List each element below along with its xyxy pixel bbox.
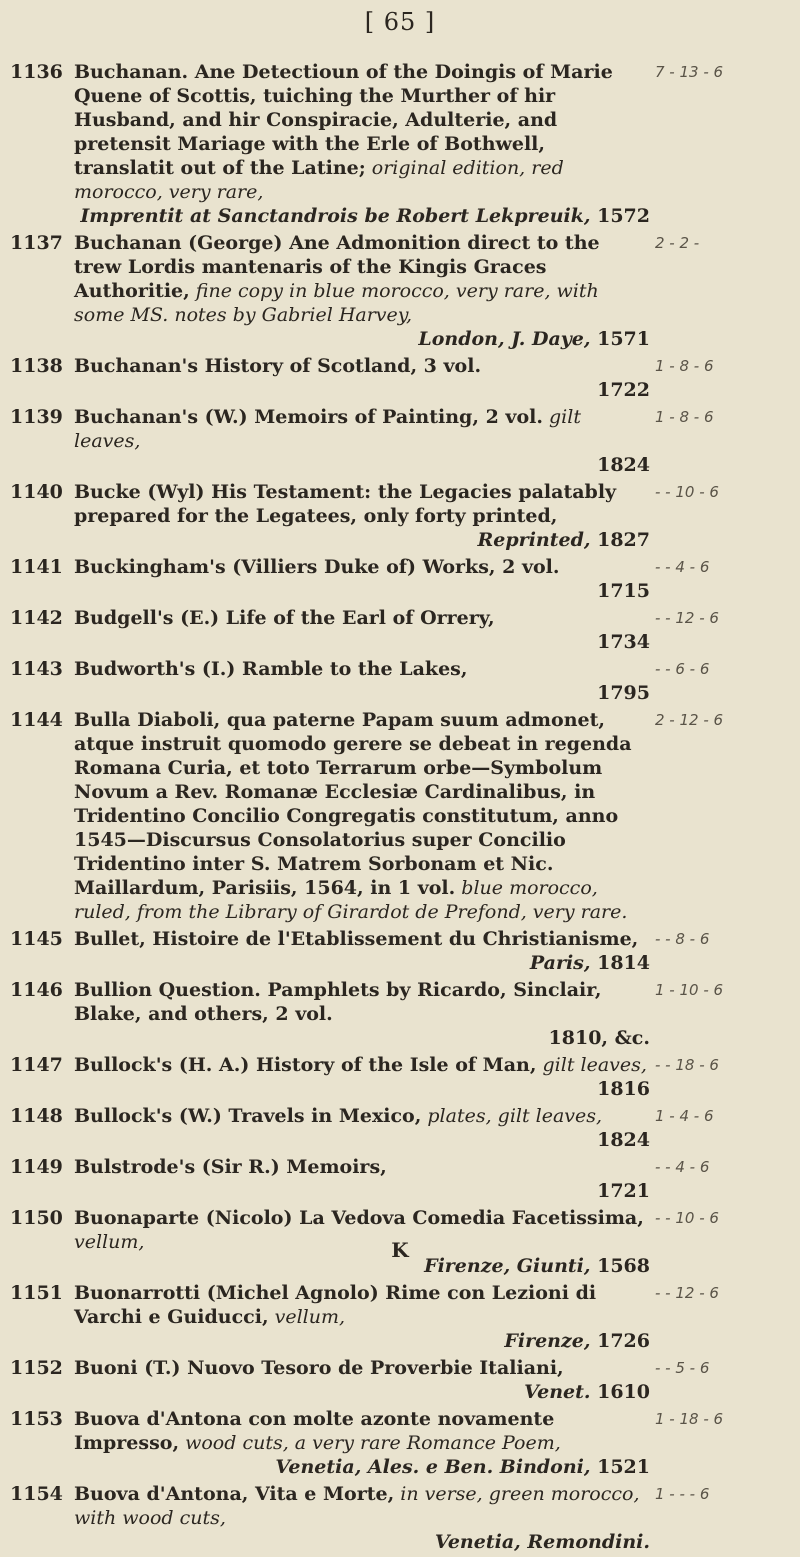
entry-author: Bulla xyxy=(74,709,131,731)
handwritten-price: - - 4 - 6 xyxy=(655,1158,710,1176)
entry-imprint xyxy=(74,1530,650,1554)
entry-author: Budgell's xyxy=(74,607,174,629)
entry-imprint xyxy=(74,453,650,477)
entry-imprint xyxy=(74,1026,650,1050)
entry-note: gilt leaves, xyxy=(74,406,581,452)
imprint-year: 1571 xyxy=(590,328,650,350)
imprint-year: 1521 xyxy=(590,1456,650,1478)
entry-author: Buonaparte xyxy=(74,1207,200,1229)
imprint-place: Paris, xyxy=(529,952,591,974)
entry-author: Buchanan. xyxy=(74,61,189,83)
handwritten-price: 1 - 10 - 6 xyxy=(655,981,724,999)
entry-body xyxy=(74,978,650,1050)
entry-imprint xyxy=(74,378,650,402)
entry-author: Bullet, xyxy=(74,928,146,950)
lot-number: 1149 xyxy=(10,1156,63,1178)
entry-title: (Nicolo) La Vedova Comedia Facetissima, xyxy=(199,1207,644,1229)
imprint-year: 1726 xyxy=(590,1330,650,1352)
entry-author: Bullion xyxy=(74,979,153,1001)
catalogue-entry xyxy=(10,354,650,402)
catalogue-entry xyxy=(10,1155,650,1203)
catalogue-entry xyxy=(10,405,650,477)
entry-author: Bullock's xyxy=(74,1054,173,1076)
catalogue-entry xyxy=(10,1281,650,1353)
entry-body xyxy=(74,927,650,975)
entry-title: (Villiers Duke of) Works, 2 vol. xyxy=(225,556,560,578)
handwritten-price: - - 10 - 6 xyxy=(655,483,719,501)
catalogue-entry xyxy=(10,657,650,705)
imprint-year: 1721 xyxy=(597,1180,650,1202)
entry-imprint xyxy=(74,951,650,975)
entry-note: plates, gilt leaves, xyxy=(421,1105,603,1127)
lot-number: 1138 xyxy=(10,355,63,377)
handwritten-price: 7 - 13 - 6 xyxy=(655,63,724,81)
entry-note: vellum, xyxy=(74,1231,145,1253)
entry-body xyxy=(74,1407,650,1479)
entry-note: in verse, green morocco, with wood cuts, xyxy=(74,1483,640,1529)
entry-title: (Sir R.) Memoirs, xyxy=(195,1156,387,1178)
imprint-year: 1795 xyxy=(597,682,650,704)
catalogue-entry xyxy=(10,231,650,351)
entry-author: Buckingham's xyxy=(74,556,226,578)
entry-author: Buoni xyxy=(74,1357,138,1379)
entry-author: Bulstrode's xyxy=(74,1156,196,1178)
imprint-place: Venet. xyxy=(524,1381,591,1403)
entry-body xyxy=(74,1482,650,1554)
imprint-place: Imprentit at Sanctandrois be Robert Lekpreuik, xyxy=(80,205,591,227)
entry-title: (W.) Memoirs of Painting, 2 vol. xyxy=(198,406,543,428)
entry-body xyxy=(74,606,650,654)
lot-number: 1152 xyxy=(10,1357,63,1379)
entry-body xyxy=(74,555,650,603)
handwritten-price: 1 - 4 - 6 xyxy=(655,1107,714,1125)
entry-imprint xyxy=(74,1329,650,1353)
handwritten-price: 1 - 8 - 6 xyxy=(655,408,714,426)
catalogue-entry xyxy=(10,606,650,654)
entry-body xyxy=(74,657,650,705)
catalogue-entry xyxy=(10,1104,650,1152)
entry-author: Bucke xyxy=(74,481,141,503)
entry-author: Buonarrotti xyxy=(74,1282,201,1304)
entry-author: Buova xyxy=(74,1408,140,1430)
imprint-place: Firenze, xyxy=(504,1330,591,1352)
handwritten-price: 1 - 18 - 6 xyxy=(655,1410,724,1428)
imprint-place: Firenze, Giunti, xyxy=(424,1255,591,1277)
entry-body xyxy=(74,708,650,924)
entry-title: (George) Ane Admonition direct to the trew Lordis mantenaris of the Kingis Graces Authoritie, xyxy=(74,232,600,302)
handwritten-price: 2 - 2 - xyxy=(655,234,700,252)
imprint-year: 1814 xyxy=(590,952,650,974)
entry-body xyxy=(74,480,650,552)
handwritten-price: - - 12 - 6 xyxy=(655,609,719,627)
lot-number: 1137 xyxy=(10,232,63,254)
imprint-year: 1610 xyxy=(590,1381,650,1403)
lot-number: 1144 xyxy=(10,709,63,731)
entry-body xyxy=(74,354,650,402)
entry-body xyxy=(74,60,650,228)
entry-author: Buova xyxy=(74,1483,140,1505)
lot-number: 1153 xyxy=(10,1408,63,1430)
entry-body xyxy=(74,1053,650,1101)
entry-imprint xyxy=(74,1380,650,1404)
signature-mark: K xyxy=(391,1238,409,1262)
entry-title: (I.) Ramble to the Lakes, xyxy=(195,658,468,680)
lot-number: 1139 xyxy=(10,406,63,428)
handwritten-price: - - 18 - 6 xyxy=(655,1056,719,1074)
handwritten-price: 2 - 12 - 6 xyxy=(655,711,724,729)
catalogue-entry xyxy=(10,60,650,228)
entry-title: (E.) Life of the Earl of Orrery, xyxy=(173,607,495,629)
imprint-place: London, J. Daye, xyxy=(418,328,591,350)
entry-author: Buchanan xyxy=(74,232,182,254)
entry-title: (T.) Nuovo Tesoro de Proverbie Italiani, xyxy=(137,1357,564,1379)
entry-note: original edition, red morocco, very rare, xyxy=(74,157,564,203)
entry-title: (Michel Agnolo) Rime con Lezioni di Varchi e Guiducci, xyxy=(74,1282,597,1328)
catalogue-entry xyxy=(10,1053,650,1101)
handwritten-price: 1 - 8 - 6 xyxy=(655,357,714,375)
catalogue-entry xyxy=(10,480,650,552)
entry-title: (W.) Travels in Mexico, xyxy=(172,1105,422,1127)
entry-author: Bullock's xyxy=(74,1105,173,1127)
imprint-place: Venetia, Remondini. xyxy=(434,1531,650,1553)
lot-number: 1143 xyxy=(10,658,63,680)
catalogue-entry xyxy=(10,555,650,603)
lot-number: 1145 xyxy=(10,928,63,950)
catalogue-entry xyxy=(10,1407,650,1479)
lot-number: 1142 xyxy=(10,607,63,629)
lot-number: 1151 xyxy=(10,1282,63,1304)
entry-author: Buchanan's xyxy=(74,406,199,428)
entry-title: Diaboli, qua paterne Papam suum admonet, atque instruit quomodo gerere se debeat in regenda Romana Curia, et toto Terrarum orbe—Symbolum Novum a Rev. Romanæ Ecclesiæ Cardinalibus, in Tridentino Concilio Congregatis constitutum, anno 1545—Discursus Consolatorius super Concilio Tridentino inter S. Matrem Sorbonam et Nic. Maillardum, Parisiis, 1564, in 1 vol. xyxy=(74,709,632,899)
entry-body xyxy=(74,405,650,477)
entry-title: History of Scotland, 3 vol. xyxy=(198,355,482,377)
entry-body xyxy=(74,1155,650,1203)
lot-number: 1150 xyxy=(10,1207,63,1229)
catalogue-entry xyxy=(10,1356,650,1404)
entry-imprint xyxy=(74,327,650,351)
entry-imprint xyxy=(74,1179,650,1203)
entry-imprint xyxy=(74,1455,650,1479)
entry-author: Buchanan's xyxy=(74,355,199,377)
lot-number: 1136 xyxy=(10,61,63,83)
entry-body xyxy=(74,1281,650,1353)
imprint-place: Reprinted, xyxy=(477,529,591,551)
handwritten-price: - - 5 - 6 xyxy=(655,1359,710,1377)
entry-body xyxy=(74,1356,650,1404)
lot-number: 1148 xyxy=(10,1105,63,1127)
handwritten-price: - - 12 - 6 xyxy=(655,1284,719,1302)
entry-note: gilt leaves, xyxy=(536,1054,647,1076)
entry-body xyxy=(74,231,650,351)
lot-number: 1140 xyxy=(10,481,63,503)
entry-body xyxy=(74,1104,650,1152)
catalogue-entry xyxy=(10,708,650,924)
imprint-place: Venetia, Ales. e Ben. Bindoni, xyxy=(275,1456,591,1478)
entry-imprint xyxy=(74,579,650,603)
handwritten-price: - - 10 - 6 xyxy=(655,1209,719,1227)
lot-number: 1147 xyxy=(10,1054,63,1076)
entry-imprint xyxy=(74,1128,650,1152)
lot-number: 1146 xyxy=(10,979,63,1001)
lot-number: 1141 xyxy=(10,556,63,578)
entry-title: (Wyl) His Testament: the Legacies palatably prepared for the Legatees, only forty printed, xyxy=(74,481,617,527)
entry-author: Budworth's xyxy=(74,658,196,680)
imprint-year: 1715 xyxy=(597,580,650,602)
entry-imprint xyxy=(74,528,650,552)
page-number: [ 65 ] xyxy=(364,8,436,36)
catalogue-entries xyxy=(10,60,650,1557)
entry-note: vellum, xyxy=(268,1306,346,1328)
handwritten-price: - - 8 - 6 xyxy=(655,930,710,948)
entry-title: Histoire de l'Etablissement du Christianisme, xyxy=(145,928,639,950)
entry-imprint xyxy=(74,204,650,228)
handwritten-price: - - 6 - 6 xyxy=(655,660,710,678)
imprint-year: 1722 xyxy=(597,379,650,401)
entry-title: Question. Pamphlets by Ricardo, Sinclair, Blake, and others, 2 vol. xyxy=(74,979,602,1025)
catalogue-entry xyxy=(10,1482,650,1554)
catalogue-entry xyxy=(10,978,650,1050)
entry-note: fine copy in blue morocco, very rare, with some MS. notes by Gabriel Harvey, xyxy=(74,280,599,326)
entry-imprint xyxy=(74,1077,650,1101)
lot-number: 1154 xyxy=(10,1483,63,1505)
imprint-year: 1824 xyxy=(597,1129,650,1151)
catalogue-entry xyxy=(10,927,650,975)
entry-note: wood cuts, a very rare Romance Poem, xyxy=(179,1432,561,1454)
handwritten-price: 1 - - - 6 xyxy=(655,1485,710,1503)
entry-title: (H. A.) History of the Isle of Man, xyxy=(172,1054,537,1076)
entry-title: d'Antona con molte azonte novamente Impresso, xyxy=(74,1408,555,1454)
imprint-year: 1827 xyxy=(590,529,650,551)
entry-imprint xyxy=(74,681,650,705)
imprint-year: 1816 xyxy=(597,1078,650,1100)
entry-title: Ane Detectioun of the Doingis of Marie Quene of Scottis, tuiching the Murther of hir Husband, and hir Conspiracie, Adulterie, and pretensit Mariage with the Erle of Bothwell, translatit out of the Latine; xyxy=(74,61,613,179)
imprint-year: 1734 xyxy=(597,631,650,653)
handwritten-price: - - 4 - 6 xyxy=(655,558,710,576)
entry-title: d'Antona, Vita e Morte, xyxy=(139,1483,395,1505)
entry-imprint xyxy=(74,630,650,654)
imprint-year: 1572 xyxy=(590,205,650,227)
imprint-year: 1568 xyxy=(590,1255,650,1277)
imprint-year: 1824 xyxy=(597,454,650,476)
entry-note: blue morocco, ruled, from the Library of Girardot de Prefond, very rare. xyxy=(74,877,628,923)
imprint-year: 1810, &c. xyxy=(548,1027,650,1049)
